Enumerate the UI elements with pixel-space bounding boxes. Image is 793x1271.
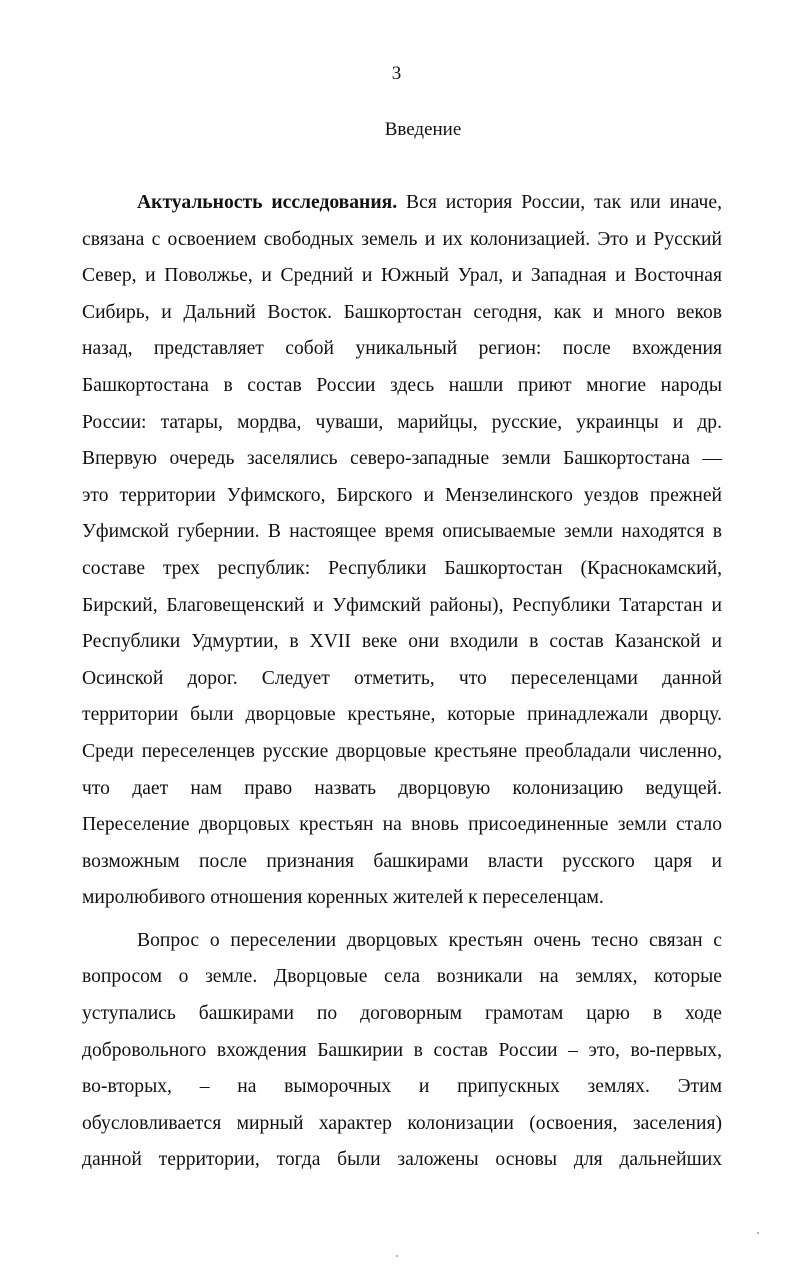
text-line: Осинской дорог. Следует отметить, что переселенцами данной [82,667,722,689]
text-line: уступались башкирами по договорным грамотам царю в ходе [82,1003,722,1025]
text-line: миролюбивого отношения коренных жителей к переселенцам. [82,887,604,909]
text-line: Уфимской губернии. В настоящее время описываемые земли находятся в [82,521,722,543]
text-line [82,185,722,222]
text-line: составе трех республик: Республики Башкортостан (Краснокамский, [82,557,722,579]
text-line: территории были дворцовые крестьяне, которые принадлежали дворцу. [82,704,722,726]
text-line: Переселение дворцовых крестьян на вновь присоединенные земли стало [82,814,722,836]
text-line: Бирский, Благовещенский и Уфимский районы), Республики Татарстан и [82,594,722,616]
section-title: Введение [384,119,462,140]
text-line: во-вторых, – на выморочных и припускных землях. Этим [82,1076,722,1098]
text-line: что дает нам право назвать дворцовую колонизацию ведущей. [82,777,722,799]
text-line: Башкортостана в состав России здесь нашли приют многие народы [82,374,722,396]
text-line: возможным после признания башкирами власти русского царя и [82,850,722,872]
text-line: это территории Уфимского, Бирского и Мензелинского уездов прежней [82,484,722,506]
page-number: 3 [391,63,402,84]
scan-speck [757,1232,759,1234]
text-line: Вопрос о переселении дворцовых крестьян очень тесно связан с [137,929,722,951]
text-line: обусловливается мирный характер колонизации (освоения, заселения) [82,1112,722,1134]
text-line: России: татары, мордва, чуваши, марийцы, русские, украинцы и др. [82,411,722,433]
body-text [82,185,722,1179]
text-line: Север, и Поволжье, и Средний и Южный Урал, и Западная и Восточная [82,265,722,287]
paragraph-lead: Актуальность исследования. [137,192,398,213]
text-line: связана с освоением свободных земель и их колонизацией. Это и Русский [82,228,722,250]
text-line: вопросом о земле. Дворцовые села возникали на землях, которые [82,966,722,988]
text-line: данной территории, тогда были заложены основы для дальнейших [82,1149,722,1171]
text-line: Сибирь, и Дальний Восток. Башкортостан сегодня, как и много веков [82,301,722,323]
text-line: добровольного вхождения Башкирии в состав России – это, во-первых, [82,1039,722,1061]
text-line: назад, представляет собой уникальный регион: после вхождения [82,338,722,360]
scan-speck [396,1255,398,1257]
text-line-content: Вся история России, так или иначе, [397,192,722,213]
text-line: Республики Удмуртии, в XVII веке они входили в состав Казанской и [82,631,722,653]
text-line: Впервую очередь заселялись северо-западные земли Башкортостана — [82,448,722,470]
text-line: Среди переселенцев русские дворцовые крестьяне преобладали численно, [82,740,722,762]
